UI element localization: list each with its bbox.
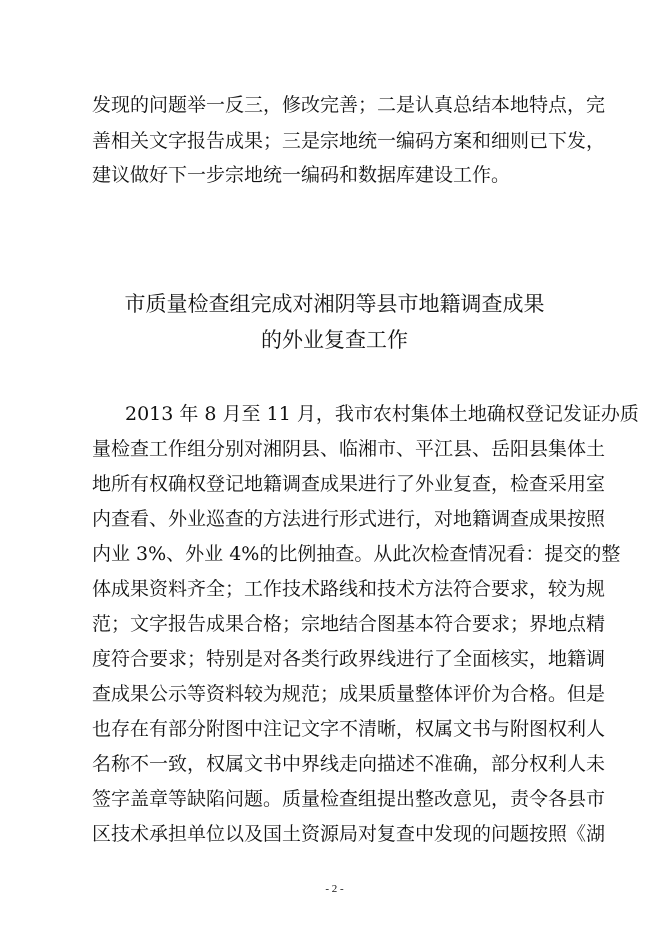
body-line: 内业 3%、外业 4%的比例抽查。从此次检查情况看：提交的整 <box>92 543 621 565</box>
paragraph-line: 善相关文字报告成果；三是宗地统一编码方案和细则已下发， <box>92 130 606 152</box>
paragraph-line: 发现的问题举一反三，修改完善；二是认真总结本地特点，完 <box>92 94 606 116</box>
body-line: 2013 年 8 月至 11 月，我市农村集体土地确权登记发证办质 <box>125 403 639 425</box>
body-line: 度符合要求；特别是对各类行政界线进行了全面核实，地籍调 <box>92 648 606 670</box>
body-line: 名称不一致，权属文书中界线走向描述不准确，部分权利人未 <box>92 753 606 775</box>
body-line: 体成果资料齐全；工作技术路线和技术方法符合要求，较为规 <box>92 578 606 600</box>
body-line: 量检查工作组分别对湘阴县、临湘市、平江县、岳阳县集体土 <box>92 438 606 460</box>
body-line: 地所有权确权登记地籍调查成果进行了外业复查，检查采用室 <box>92 473 606 495</box>
body-line: 也存在有部分附图中注记文字不清晰，权属文书与附图权利人 <box>92 718 606 740</box>
body-line: 查成果公示等资料较为规范；成果质量整体评价为合格。但是 <box>92 683 606 705</box>
body-line: 范；文字报告成果合格；宗地结合图基本符合要求；界地点精 <box>92 613 606 635</box>
paragraph-line: 建议做好下一步宗地统一编码和数据库建设工作。 <box>92 164 511 186</box>
title-line: 的外业复查工作 <box>261 328 408 352</box>
page-number: - 2 - <box>325 883 344 895</box>
body-line: 内查看、外业巡查的方法进行形式进行，对地籍调查成果按照 <box>92 508 606 530</box>
body-line: 签字盖章等缺陷问题。质量检查组提出整改意见，责令各县市 <box>92 788 606 810</box>
title-line: 市质量检查组完成对湘阴等县市地籍调查成果 <box>124 292 545 316</box>
body-line: 区技术承担单位以及国土资源局对复查中发现的问题按照《湖 <box>92 823 606 845</box>
